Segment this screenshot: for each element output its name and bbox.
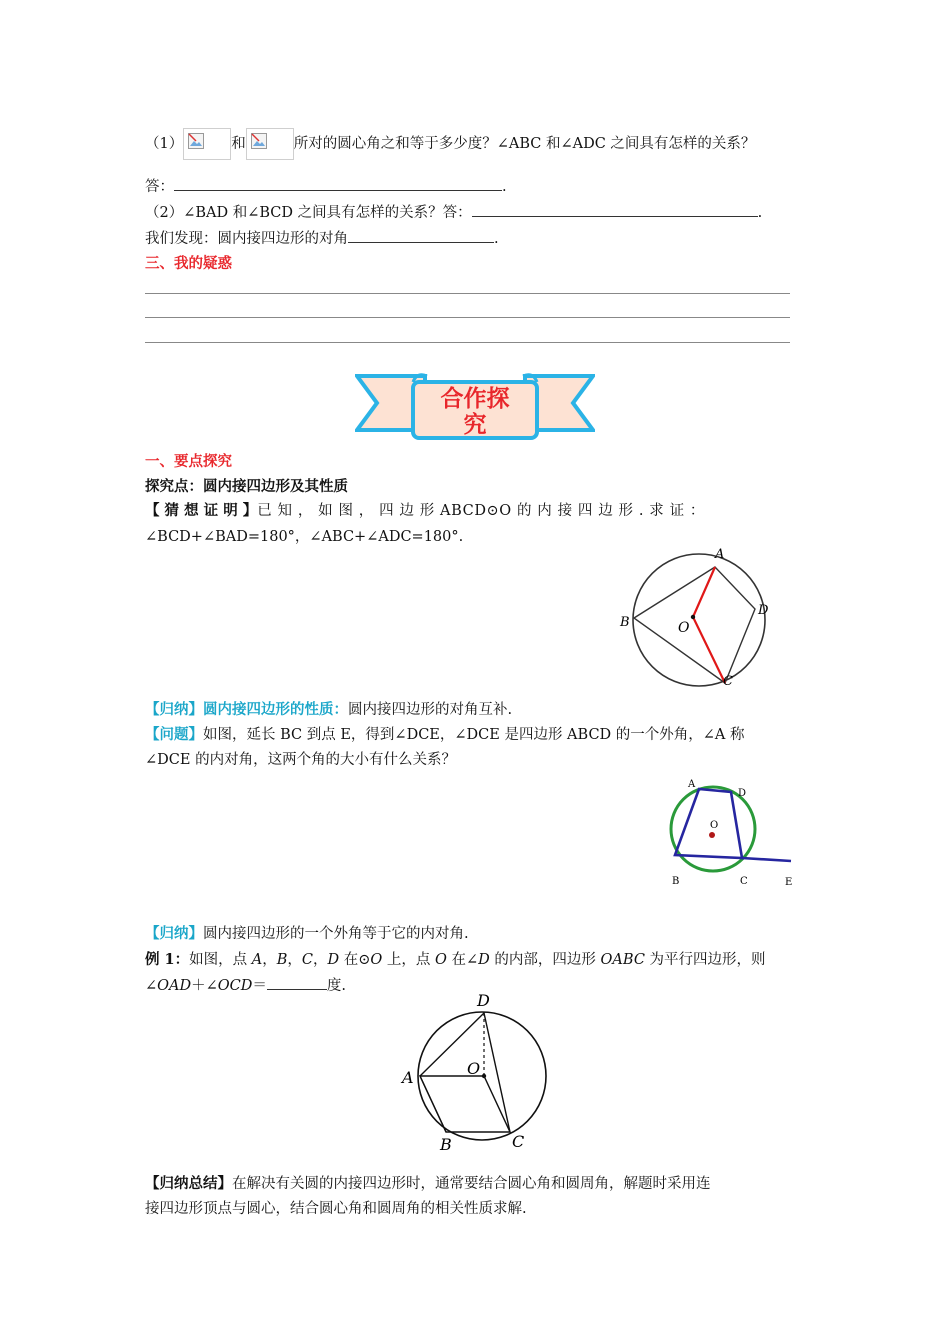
example-1-line2: ∠OAD＋∠OCD＝ 度. (145, 975, 346, 996)
broken-image-icon (246, 128, 294, 160)
guess-proof: 【 猜 想 证 明 】已 知 ， 如 图 ， 四 边 形 ABCD⊙O 的 内 接 四 边 形 . 求 证 ： (145, 502, 705, 519)
section-banner (355, 368, 595, 446)
figure-parallelogram-circle (400, 990, 550, 1155)
question-1: （1） 和 所对的圆心角之和等于多少度？∠ABC 和∠ADC 之间具有怎样的关系？ (145, 128, 755, 160)
answer-blank[interactable] (472, 202, 758, 217)
circle-o (633, 554, 765, 686)
question-2: （2）∠BAD 和∠BCD 之间具有怎样的关系？答： . (145, 202, 762, 223)
explore-point: 探究点：圆内接四边形及其性质 (145, 478, 348, 495)
writing-line[interactable] (145, 317, 790, 318)
question-problem: 【问题】如图，延长 BC 到点 E，得到∠DCE，∠DCE 是四边形 ABCD 的一个外角，∠A 称 (145, 726, 745, 743)
banner-title: 合作探 究 (440, 386, 510, 438)
extended-line-ce (742, 858, 791, 861)
label-e: E (785, 877, 793, 888)
label-b: B (440, 1135, 452, 1154)
radii-oa-oc (693, 567, 725, 683)
answer-blank[interactable] (267, 975, 327, 990)
doubt-heading: 三、我的疑惑 (145, 255, 232, 272)
label-a: A (688, 779, 696, 790)
writing-line[interactable] (145, 342, 790, 343)
label-o: O (678, 620, 690, 636)
label-d: D (738, 788, 747, 799)
question-problem-line2: ∠DCE 的内对角，这两个角的大小有什么关系？ (145, 752, 457, 768)
lines-ad-dc (420, 1013, 510, 1132)
figure-exterior-angle (665, 775, 800, 890)
label-c: C (740, 876, 748, 887)
summary-conclusion: 【归纳总结】在解决有关圆的内接四边形时，通常要结合圆心角和圆周角，解题时采用连 (145, 1175, 711, 1192)
figure-inscribed-quadrilateral (615, 545, 785, 690)
summary-conclusion-line2: 接四边形顶点与圆心，结合圆心角和圆周角的相关性质求解. (145, 1201, 527, 1217)
label-d: D (758, 603, 769, 618)
label-o: O (710, 820, 719, 831)
label-b: B (672, 876, 680, 887)
discovery-line: 我们发现：圆内接四边形的对角 . (145, 228, 499, 249)
answer-1: 答： . (145, 176, 507, 197)
writing-line[interactable] (145, 293, 790, 294)
answer-blank[interactable] (174, 176, 502, 191)
center-point (709, 832, 715, 838)
center-point (482, 1074, 486, 1078)
key-points-heading: 一、要点探究 (145, 453, 232, 470)
guess-proof-line2: ∠BCD+∠BAD=180°，∠ABC+∠ADC=180°. (145, 529, 464, 545)
example-1: 例 1：如图，点 A，B，C，D 在⊙O 上，点 O 在∠D 的内部，四边形 OABC 为平行四边形，则 (145, 951, 766, 968)
label-c: C (512, 1132, 525, 1151)
broken-image-icon (183, 128, 231, 160)
summary-exterior-angle: 【归纳】圆内接四边形的一个外角等于它的内对角. (145, 925, 469, 942)
label-b: B (620, 615, 630, 630)
label-c: C (723, 674, 733, 689)
label-o: O (467, 1059, 481, 1078)
label-d: D (477, 991, 490, 1010)
answer-blank[interactable] (348, 228, 494, 243)
label-a: A (402, 1068, 414, 1087)
label-a: A (715, 547, 725, 562)
summary-property: 【归纳】圆内接四边形的性质：圆内接四边形的对角互补. (145, 701, 513, 718)
center-point (691, 615, 695, 619)
